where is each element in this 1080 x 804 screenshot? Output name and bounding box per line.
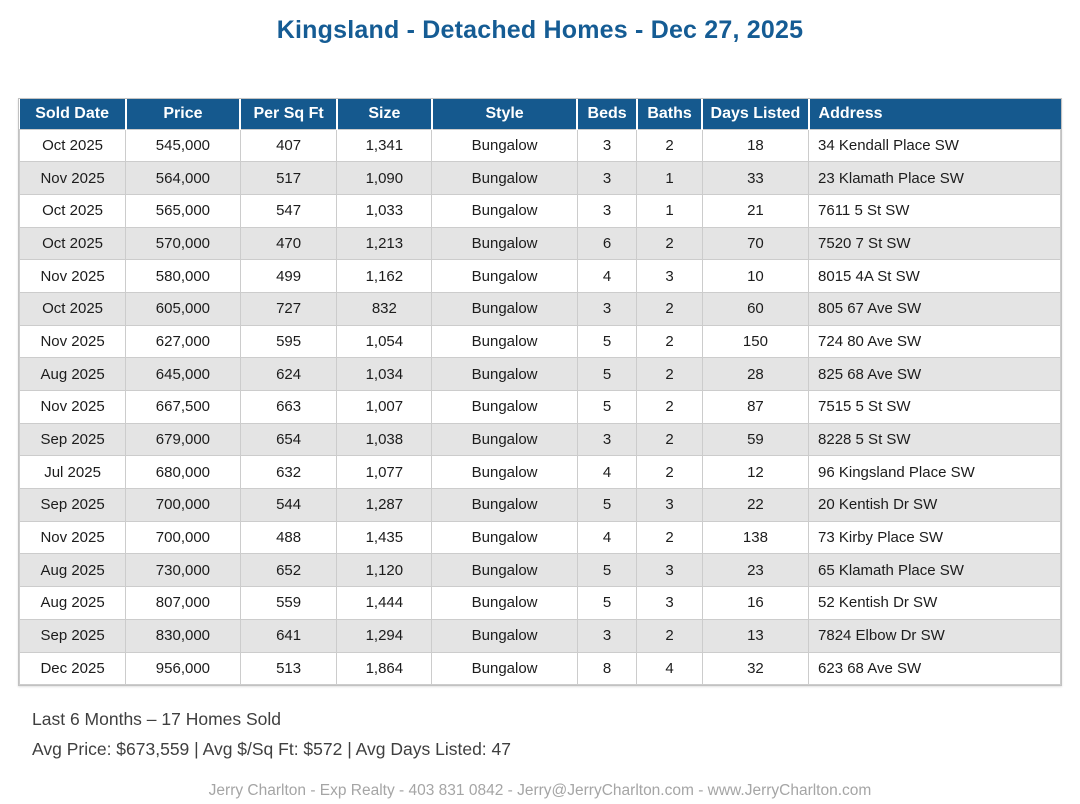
cell-per_sq_ft: 727: [240, 292, 337, 325]
cell-size: 1,435: [337, 521, 432, 554]
cell-address: 825 68 Ave SW: [809, 358, 1061, 391]
cell-style: Bungalow: [432, 391, 578, 424]
cell-per_sq_ft: 641: [240, 619, 337, 652]
table-row: [20, 619, 1061, 652]
cell-baths: 2: [637, 521, 703, 554]
cell-days_listed: 138: [702, 521, 808, 554]
cell-per_sq_ft: 624: [240, 358, 337, 391]
table-body: [20, 129, 1061, 685]
cell-per_sq_ft: 407: [240, 129, 337, 162]
summary-homes-sold: Last 6 Months – 17 Homes Sold: [32, 709, 282, 729]
report-page: [0, 16, 1080, 804]
cell-address: 8228 5 St SW: [809, 423, 1061, 456]
table-header-row: [20, 99, 1061, 129]
cell-size: 1,294: [337, 619, 432, 652]
cell-per_sq_ft: 652: [240, 554, 337, 587]
cell-style: Bungalow: [432, 227, 578, 260]
cell-style: Bungalow: [432, 554, 578, 587]
cell-per_sq_ft: 544: [240, 489, 337, 522]
table-row: [20, 554, 1061, 587]
cell-beds: 3: [577, 162, 636, 195]
column-header-baths: Baths: [637, 99, 703, 129]
cell-per_sq_ft: 513: [240, 652, 337, 685]
cell-beds: 5: [577, 489, 636, 522]
cell-sold_date: Sep 2025: [20, 489, 126, 522]
cell-beds: 5: [577, 554, 636, 587]
cell-baths: 4: [637, 652, 703, 685]
cell-beds: 3: [577, 619, 636, 652]
cell-sold_date: Oct 2025: [20, 292, 126, 325]
cell-price: 700,000: [126, 489, 241, 522]
cell-days_listed: 21: [702, 194, 808, 227]
cell-size: 1,077: [337, 456, 432, 489]
cell-price: 564,000: [126, 162, 241, 195]
cell-sold_date: Dec 2025: [20, 652, 126, 685]
cell-address: 724 80 Ave SW: [809, 325, 1061, 358]
cell-per_sq_ft: 499: [240, 260, 337, 293]
cell-days_listed: 18: [702, 129, 808, 162]
cell-price: 627,000: [126, 325, 241, 358]
cell-style: Bungalow: [432, 423, 578, 456]
table-row: [20, 260, 1061, 293]
cell-beds: 5: [577, 325, 636, 358]
cell-days_listed: 28: [702, 358, 808, 391]
cell-style: Bungalow: [432, 194, 578, 227]
cell-address: 7824 Elbow Dr SW: [809, 619, 1061, 652]
cell-beds: 3: [577, 423, 636, 456]
table-row: [20, 358, 1061, 391]
column-header-per_sq_ft: Per Sq Ft: [240, 99, 337, 129]
cell-style: Bungalow: [432, 619, 578, 652]
cell-beds: 5: [577, 358, 636, 391]
cell-size: 1,341: [337, 129, 432, 162]
cell-per_sq_ft: 517: [240, 162, 337, 195]
cell-price: 956,000: [126, 652, 241, 685]
cell-address: 65 Klamath Place SW: [809, 554, 1061, 587]
cell-sold_date: Nov 2025: [20, 162, 126, 195]
cell-sold_date: Oct 2025: [20, 194, 126, 227]
cell-size: 832: [337, 292, 432, 325]
cell-address: 96 Kingsland Place SW: [809, 456, 1061, 489]
cell-size: 1,864: [337, 652, 432, 685]
cell-style: Bungalow: [432, 456, 578, 489]
cell-beds: 3: [577, 194, 636, 227]
cell-style: Bungalow: [432, 260, 578, 293]
cell-baths: 2: [637, 391, 703, 424]
table-row: [20, 521, 1061, 554]
cell-per_sq_ft: 595: [240, 325, 337, 358]
table-row: [20, 292, 1061, 325]
column-header-sold_date: Sold Date: [20, 99, 126, 129]
cell-days_listed: 12: [702, 456, 808, 489]
column-header-beds: Beds: [577, 99, 636, 129]
cell-per_sq_ft: 663: [240, 391, 337, 424]
cell-sold_date: Nov 2025: [20, 260, 126, 293]
cell-price: 807,000: [126, 587, 241, 620]
cell-address: 34 Kendall Place SW: [809, 129, 1061, 162]
cell-baths: 2: [637, 358, 703, 391]
agent-credit-line: Jerry Charlton - Exp Realty - 403 831 0842 - Jerry@JerryCharlton.com - www.JerryCharlton.com: [208, 782, 872, 799]
cell-size: 1,034: [337, 358, 432, 391]
table-row: [20, 456, 1061, 489]
cell-sold_date: Nov 2025: [20, 391, 126, 424]
cell-price: 667,500: [126, 391, 241, 424]
cell-address: 623 68 Ave SW: [809, 652, 1061, 685]
cell-price: 565,000: [126, 194, 241, 227]
table-header: [20, 99, 1061, 129]
table-row: [20, 652, 1061, 685]
cell-address: 23 Klamath Place SW: [809, 162, 1061, 195]
table-row: [20, 194, 1061, 227]
cell-size: 1,038: [337, 423, 432, 456]
homes-sold-table: [19, 99, 1061, 685]
cell-baths: 2: [637, 129, 703, 162]
cell-address: 73 Kirby Place SW: [809, 521, 1061, 554]
cell-per_sq_ft: 488: [240, 521, 337, 554]
cell-size: 1,444: [337, 587, 432, 620]
cell-days_listed: 16: [702, 587, 808, 620]
cell-days_listed: 10: [702, 260, 808, 293]
cell-days_listed: 60: [702, 292, 808, 325]
cell-address: 7515 5 St SW: [809, 391, 1061, 424]
cell-sold_date: Oct 2025: [20, 227, 126, 260]
cell-price: 680,000: [126, 456, 241, 489]
cell-baths: 2: [637, 292, 703, 325]
cell-size: 1,213: [337, 227, 432, 260]
cell-beds: 5: [577, 587, 636, 620]
cell-per_sq_ft: 470: [240, 227, 337, 260]
table-row: [20, 423, 1061, 456]
cell-sold_date: Nov 2025: [20, 325, 126, 358]
cell-price: 700,000: [126, 521, 241, 554]
cell-beds: 5: [577, 391, 636, 424]
cell-baths: 3: [637, 260, 703, 293]
cell-price: 730,000: [126, 554, 241, 587]
cell-sold_date: Sep 2025: [20, 423, 126, 456]
table-row: [20, 129, 1061, 162]
cell-address: 20 Kentish Dr SW: [809, 489, 1061, 522]
cell-size: 1,287: [337, 489, 432, 522]
cell-baths: 1: [637, 194, 703, 227]
cell-baths: 2: [637, 423, 703, 456]
cell-price: 580,000: [126, 260, 241, 293]
cell-style: Bungalow: [432, 162, 578, 195]
cell-size: 1,162: [337, 260, 432, 293]
table-row: [20, 587, 1061, 620]
cell-baths: 2: [637, 456, 703, 489]
cell-sold_date: Nov 2025: [20, 521, 126, 554]
cell-days_listed: 150: [702, 325, 808, 358]
cell-baths: 3: [637, 587, 703, 620]
table-row: [20, 489, 1061, 522]
cell-beds: 3: [577, 292, 636, 325]
cell-sold_date: Aug 2025: [20, 554, 126, 587]
column-header-style: Style: [432, 99, 578, 129]
cell-baths: 1: [637, 162, 703, 195]
cell-per_sq_ft: 632: [240, 456, 337, 489]
cell-sold_date: Jul 2025: [20, 456, 126, 489]
cell-baths: 2: [637, 619, 703, 652]
homes-sold-table-container: [18, 98, 1062, 686]
cell-price: 679,000: [126, 423, 241, 456]
column-header-address: Address: [809, 99, 1061, 129]
cell-beds: 8: [577, 652, 636, 685]
summary-block: [32, 704, 511, 764]
cell-baths: 2: [637, 325, 703, 358]
cell-style: Bungalow: [432, 358, 578, 391]
cell-address: 7611 5 St SW: [809, 194, 1061, 227]
table-row: [20, 162, 1061, 195]
cell-size: 1,120: [337, 554, 432, 587]
cell-baths: 3: [637, 554, 703, 587]
cell-style: Bungalow: [432, 652, 578, 685]
cell-price: 645,000: [126, 358, 241, 391]
cell-size: 1,054: [337, 325, 432, 358]
cell-style: Bungalow: [432, 521, 578, 554]
cell-sold_date: Sep 2025: [20, 619, 126, 652]
cell-beds: 4: [577, 456, 636, 489]
cell-style: Bungalow: [432, 587, 578, 620]
cell-price: 830,000: [126, 619, 241, 652]
cell-beds: 4: [577, 260, 636, 293]
column-header-days_listed: Days Listed: [702, 99, 808, 129]
cell-address: 52 Kentish Dr SW: [809, 587, 1061, 620]
cell-beds: 6: [577, 227, 636, 260]
cell-sold_date: Aug 2025: [20, 358, 126, 391]
column-header-price: Price: [126, 99, 241, 129]
cell-address: 805 67 Ave SW: [809, 292, 1061, 325]
column-header-size: Size: [337, 99, 432, 129]
cell-sold_date: Oct 2025: [20, 129, 126, 162]
cell-price: 570,000: [126, 227, 241, 260]
cell-days_listed: 13: [702, 619, 808, 652]
table-row: [20, 325, 1061, 358]
cell-per_sq_ft: 559: [240, 587, 337, 620]
cell-per_sq_ft: 547: [240, 194, 337, 227]
cell-size: 1,007: [337, 391, 432, 424]
cell-style: Bungalow: [432, 129, 578, 162]
table-row: [20, 391, 1061, 424]
cell-days_listed: 32: [702, 652, 808, 685]
cell-price: 545,000: [126, 129, 241, 162]
table-row: [20, 227, 1061, 260]
cell-days_listed: 23: [702, 554, 808, 587]
cell-beds: 3: [577, 129, 636, 162]
cell-baths: 2: [637, 227, 703, 260]
cell-style: Bungalow: [432, 292, 578, 325]
cell-days_listed: 59: [702, 423, 808, 456]
cell-sold_date: Aug 2025: [20, 587, 126, 620]
cell-size: 1,033: [337, 194, 432, 227]
cell-days_listed: 22: [702, 489, 808, 522]
cell-days_listed: 87: [702, 391, 808, 424]
cell-days_listed: 33: [702, 162, 808, 195]
page-title: Kingsland - Detached Homes - Dec 27, 2025: [276, 16, 804, 44]
cell-per_sq_ft: 654: [240, 423, 337, 456]
cell-style: Bungalow: [432, 325, 578, 358]
cell-size: 1,090: [337, 162, 432, 195]
cell-address: 7520 7 St SW: [809, 227, 1061, 260]
cell-days_listed: 70: [702, 227, 808, 260]
cell-beds: 4: [577, 521, 636, 554]
cell-baths: 3: [637, 489, 703, 522]
summary-averages: Avg Price: $673,559 | Avg $/Sq Ft: $572 | Avg Days Listed: 47: [32, 739, 511, 759]
cell-style: Bungalow: [432, 489, 578, 522]
cell-price: 605,000: [126, 292, 241, 325]
cell-address: 8015 4A St SW: [809, 260, 1061, 293]
